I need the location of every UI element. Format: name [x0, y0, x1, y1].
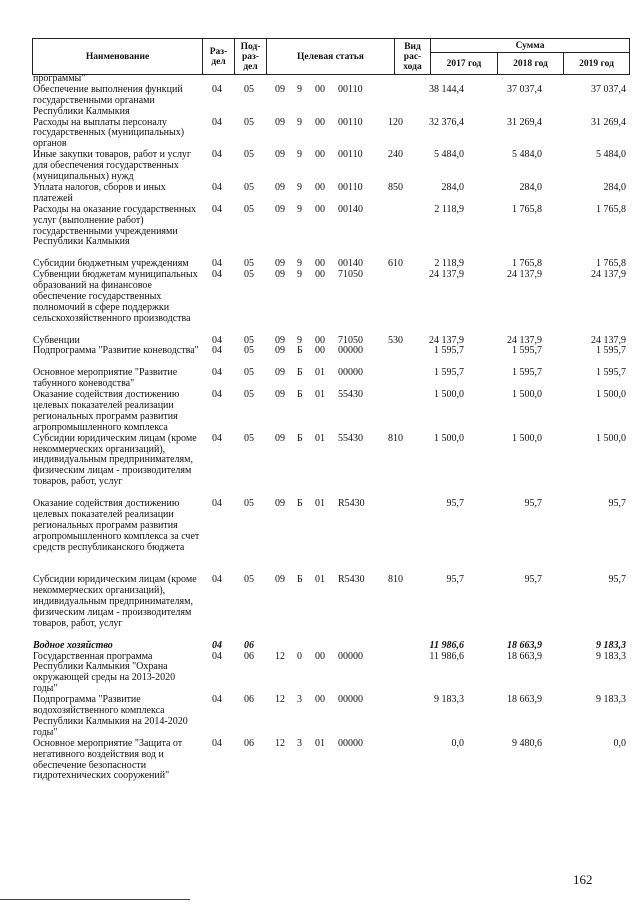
budget-table — [32, 38, 629, 782]
row-name: Уплата налогов, сборов и иных платежей — [33, 181, 166, 204]
row-razdel: 04 — [212, 389, 222, 401]
row-name: Субвенции — [33, 334, 80, 346]
row-name: Обеспечение выполнения функций государственными органами Республики Калмыкия — [33, 83, 183, 117]
row-razdel: 04 — [212, 83, 222, 95]
row-celevaya-4: 00110 — [338, 181, 363, 193]
row-celevaya-1: 09 — [275, 269, 285, 281]
row-celevaya-2: Б — [297, 574, 303, 586]
row-celevaya-1: 09 — [275, 432, 285, 444]
row-razdel: 04 — [212, 149, 222, 161]
header-2018: 2018 год — [498, 53, 564, 75]
row-podrazdel: 05 — [244, 334, 254, 346]
table-row — [32, 270, 629, 335]
row-celevaya-1: 09 — [275, 345, 285, 357]
row-celevaya-1: 09 — [275, 389, 285, 401]
row-razdel: 04 — [212, 258, 222, 270]
header-2019: 2019 год — [564, 53, 630, 75]
row-razdel: 04 — [212, 269, 222, 281]
row-razdel: 04 — [212, 498, 222, 509]
row-2017: 1 500,0 — [434, 389, 464, 401]
row-2017: 11 986,6 — [429, 639, 464, 651]
table-row — [32, 346, 629, 368]
row-2018: 18 663,9 — [507, 639, 542, 651]
row-celevaya-2: Б — [297, 367, 303, 379]
row-name: Иные закупки товаров, работ и услуг для обеспечения государственных (муниципальных) нужд — [33, 149, 192, 183]
row-celevaya-4: 00000 — [338, 737, 363, 749]
row-2019: 1 500,0 — [596, 432, 626, 444]
header-razdel: Раз-дел — [203, 39, 235, 75]
row-podrazdel: 06 — [244, 650, 254, 662]
row-2017: 11 986,6 — [429, 650, 464, 662]
row-celevaya-1: 09 — [275, 334, 285, 346]
row-2017: 1 500,0 — [434, 432, 464, 444]
row-celevaya-2: 9 — [297, 269, 302, 281]
row-2017: 1 595,7 — [434, 345, 464, 357]
row-2018: 284,0 — [519, 181, 542, 193]
row-2017: 32 376,4 — [429, 116, 464, 128]
row-2017: 1 595,7 — [434, 367, 464, 379]
row-celevaya-4: 71050 — [338, 334, 363, 346]
row-name: Подпрограмма "Развитие водохозяйственного комплекса Республики Калмыкия на 2014-2020 годы" — [33, 694, 188, 738]
row-celevaya-3: 00 — [315, 83, 325, 95]
header-podrazdel: Под-раз-дел — [235, 39, 267, 75]
table-row — [32, 575, 629, 640]
row-celevaya-1: 09 — [275, 83, 285, 95]
row-celevaya-2: Б — [297, 432, 303, 444]
row-celevaya-3: 01 — [315, 498, 325, 509]
row-name: Оказание содействия достижению целевых показателей реализации региональных программ развития агропромышленного комплекса — [33, 389, 180, 433]
row-celevaya-2: 9 — [297, 203, 302, 215]
row-celevaya-2: 3 — [297, 737, 302, 749]
row-razdel: 04 — [212, 432, 222, 444]
header-name: Наименование — [33, 39, 203, 75]
row-2018: 18 663,9 — [507, 694, 542, 706]
row-celevaya-3: 01 — [315, 737, 325, 749]
table-row — [32, 695, 629, 739]
row-2017: 9 183,3 — [434, 694, 464, 706]
row-vid: 850 — [388, 181, 403, 193]
row-celevaya-2: 0 — [297, 650, 302, 662]
table-row — [32, 434, 629, 499]
row-podrazdel: 05 — [244, 269, 254, 281]
row-celevaya-4: 00000 — [338, 367, 363, 379]
row-razdel: 04 — [212, 345, 222, 357]
row-2017: 24 137,9 — [429, 269, 464, 281]
table-header — [32, 38, 630, 75]
row-2018: 1 765,8 — [512, 258, 542, 270]
row-celevaya-3: 00 — [315, 334, 325, 346]
row-razdel: 04 — [212, 203, 222, 215]
row-celevaya-4: 55430 — [338, 432, 363, 444]
row-vid: 610 — [388, 258, 403, 270]
row-2019: 9 183,3 — [596, 639, 626, 651]
row-name: Расходы на оказание государственных услуг (выполнение работ) государственными учреждениями Республики Калмыкия — [33, 203, 197, 248]
row-celevaya-3: 00 — [315, 269, 325, 281]
row-podrazdel: 05 — [244, 149, 254, 161]
row-2017: 38 144,4 — [429, 83, 464, 95]
row-razdel: 04 — [212, 737, 222, 749]
row-podrazdel: 05 — [244, 203, 254, 215]
row-celevaya-4: 00110 — [338, 83, 363, 95]
row-2019: 0,0 — [613, 737, 626, 749]
row-podrazdel: 05 — [244, 181, 254, 193]
row-name: Оказание содействия достижению целевых показателей реализации региональных программ развития агропромышленного комплекса за счет средств республиканского бюджета — [33, 498, 200, 553]
row-celevaya-1: 09 — [275, 203, 285, 215]
row-razdel: 04 — [212, 639, 222, 651]
row-celevaya-1: 09 — [275, 498, 285, 509]
row-name: Расходы на выплаты персоналу государственных (муниципальных) органов — [33, 116, 185, 150]
header-celevaya: Целевая статья — [267, 39, 395, 75]
row-2019: 95,7 — [608, 498, 626, 509]
table-row — [32, 118, 629, 151]
row-podrazdel: 05 — [244, 367, 254, 379]
row-podrazdel: 06 — [244, 737, 254, 749]
row-celevaya-2: Б — [297, 389, 303, 401]
row-celevaya-3: 00 — [315, 181, 325, 193]
row-2019: 5 484,0 — [596, 149, 626, 161]
table-row — [32, 150, 629, 183]
row-2019: 284,0 — [603, 181, 626, 193]
table-row — [32, 652, 629, 696]
row-2018: 1 500,0 — [512, 432, 542, 444]
row-celevaya-4: 00110 — [338, 149, 363, 161]
row-celevaya-1: 09 — [275, 367, 285, 379]
row-podrazdel: 05 — [244, 498, 254, 509]
table-body — [32, 74, 629, 782]
row-razdel: 04 — [212, 116, 222, 128]
row-celevaya-3: 00 — [315, 258, 325, 270]
row-celevaya-1: 09 — [275, 258, 285, 270]
table-row — [32, 205, 629, 260]
row-celevaya-3: 01 — [315, 367, 325, 379]
row-celevaya-3: 01 — [315, 432, 325, 444]
row-vid: 810 — [388, 432, 403, 444]
row-podrazdel: 05 — [244, 389, 254, 401]
row-name: программы" — [33, 73, 86, 84]
row-razdel: 04 — [212, 181, 222, 193]
row-podrazdel: 05 — [244, 258, 254, 270]
row-2017: 0,0 — [451, 737, 464, 749]
row-celevaya-3: 00 — [315, 345, 325, 357]
row-2019: 1 595,7 — [596, 367, 626, 379]
row-podrazdel: 05 — [244, 345, 254, 357]
row-2019: 37 037,4 — [591, 83, 626, 95]
header-2017: 2017 год — [431, 53, 498, 75]
row-celevaya-2: 9 — [297, 181, 302, 193]
row-2019: 9 183,3 — [596, 694, 626, 706]
row-razdel: 04 — [212, 367, 222, 379]
row-podrazdel: 05 — [244, 574, 254, 586]
row-celevaya-1: 09 — [275, 574, 285, 586]
row-celevaya-3: 00 — [315, 203, 325, 215]
row-2019: 31 269,4 — [591, 116, 626, 128]
row-podrazdel: 05 — [244, 116, 254, 128]
row-2018: 37 037,4 — [507, 83, 542, 95]
row-vid: 810 — [388, 574, 403, 586]
row-2019: 1 765,8 — [596, 203, 626, 215]
row-celevaya-1: 12 — [275, 737, 285, 749]
row-2019: 1 765,8 — [596, 258, 626, 270]
row-podrazdel: 05 — [244, 83, 254, 95]
row-name: Субсидии бюджетным учреждениям — [33, 258, 189, 270]
table-row — [32, 85, 629, 118]
row-celevaya-2: 9 — [297, 149, 302, 161]
row-name: Субвенции бюджетам муниципальных образований на финансовое обеспечение государственных полномочий в сфере поддержки сельскохозяйственного производства — [33, 269, 198, 324]
row-2018: 31 269,4 — [507, 116, 542, 128]
row-2017: 2 118,9 — [434, 258, 464, 270]
row-2019: 95,7 — [608, 574, 626, 586]
row-celevaya-2: Б — [297, 498, 303, 509]
row-celevaya-3: 00 — [315, 149, 325, 161]
table-row — [32, 390, 629, 434]
row-celevaya-4: R5430 — [338, 574, 365, 586]
row-2017: 95,7 — [446, 574, 464, 586]
row-celevaya-4: 00140 — [338, 258, 363, 270]
header-vid: Вид рас-хода — [395, 39, 431, 75]
row-2018: 1 595,7 — [512, 367, 542, 379]
row-razdel: 04 — [212, 650, 222, 662]
row-razdel: 04 — [212, 574, 222, 586]
row-vid: 530 — [388, 334, 403, 346]
table-row — [32, 368, 629, 390]
row-celevaya-3: 00 — [315, 116, 325, 128]
row-2018: 24 137,9 — [507, 334, 542, 346]
row-celevaya-4: 00140 — [338, 203, 363, 215]
row-2018: 95,7 — [524, 498, 542, 509]
row-name: Подпрограмма "Развитие коневодства" — [33, 345, 199, 357]
page-number: 162 — [573, 872, 593, 887]
row-name: Основное мероприятие "Развитие табунного коневодства" — [33, 367, 178, 390]
row-celevaya-2: 9 — [297, 334, 302, 346]
row-celevaya-3: 01 — [315, 389, 325, 401]
row-2017: 24 137,9 — [429, 334, 464, 346]
row-2019: 1 500,0 — [596, 389, 626, 401]
row-razdel: 04 — [212, 334, 222, 346]
row-name: Водное хозяйство — [33, 639, 113, 651]
row-2018: 9 480,6 — [512, 737, 542, 749]
row-2018: 1 765,8 — [512, 203, 542, 215]
row-2018: 5 484,0 — [512, 149, 542, 161]
row-celevaya-1: 12 — [275, 694, 285, 706]
table-row — [32, 183, 629, 205]
table-row — [32, 739, 629, 783]
row-celevaya-1: 09 — [275, 149, 285, 161]
row-celevaya-4: 55430 — [338, 389, 363, 401]
row-2018: 1 500,0 — [512, 389, 542, 401]
row-celevaya-4: 00000 — [338, 650, 363, 662]
row-2019: 24 137,9 — [591, 269, 626, 281]
row-2017: 2 118,9 — [434, 203, 464, 215]
row-2017: 95,7 — [446, 498, 464, 509]
row-celevaya-2: 3 — [297, 694, 302, 706]
row-podrazdel: 06 — [244, 639, 254, 651]
row-celevaya-2: 9 — [297, 258, 302, 270]
row-vid: 120 — [388, 116, 403, 128]
table-row — [32, 499, 629, 575]
row-celevaya-3: 00 — [315, 694, 325, 706]
row-celevaya-2: 9 — [297, 83, 302, 95]
row-celevaya-2: Б — [297, 345, 303, 357]
row-celevaya-4: R5430 — [338, 498, 365, 509]
row-celevaya-2: 9 — [297, 116, 302, 128]
row-podrazdel: 05 — [244, 432, 254, 444]
row-2019: 1 595,7 — [596, 345, 626, 357]
row-celevaya-1: 12 — [275, 650, 285, 662]
row-name: Государственная программа Республики Калмыкия "Охрана окружающей среды на 2013-2020 годы" — [33, 650, 176, 695]
row-2018: 1 595,7 — [512, 345, 542, 357]
row-celevaya-3: 01 — [315, 574, 325, 586]
row-2018: 24 137,9 — [507, 269, 542, 281]
row-celevaya-1: 09 — [275, 181, 285, 193]
row-name: Субсидии юридическим лицам (кроме некоммерческих организаций), индивидуальным предпринимателям, физическим лицам - производителям товаров, работ, услуг — [33, 574, 197, 629]
row-2017: 5 484,0 — [434, 149, 464, 161]
header-summa: Сумма — [431, 39, 630, 53]
footer-rule — [0, 899, 190, 900]
row-celevaya-4: 00000 — [338, 345, 363, 357]
row-vid: 240 — [388, 149, 403, 161]
row-celevaya-4: 71050 — [338, 269, 363, 281]
row-name: Субсидии юридическим лицам (кроме некоммерческих организаций), индивидуальным предпринимателям, физическим лицам - производителям товаров, работ, услуг — [33, 432, 197, 488]
row-celevaya-3: 00 — [315, 650, 325, 662]
row-2018: 18 663,9 — [507, 650, 542, 662]
row-2018: 95,7 — [524, 574, 542, 586]
row-podrazdel: 06 — [244, 694, 254, 706]
row-razdel: 04 — [212, 694, 222, 706]
row-2019: 9 183,3 — [596, 650, 626, 662]
row-celevaya-4: 00000 — [338, 694, 363, 706]
row-2017: 284,0 — [441, 181, 464, 193]
row-2019: 24 137,9 — [591, 334, 626, 346]
table-row — [32, 641, 629, 652]
row-celevaya-1: 09 — [275, 116, 285, 128]
row-name: Основное мероприятие "Защита от негативного воздействия вод и обеспечение безопасности гидротехнических сооружений" — [33, 737, 183, 782]
row-celevaya-4: 00110 — [338, 116, 363, 128]
